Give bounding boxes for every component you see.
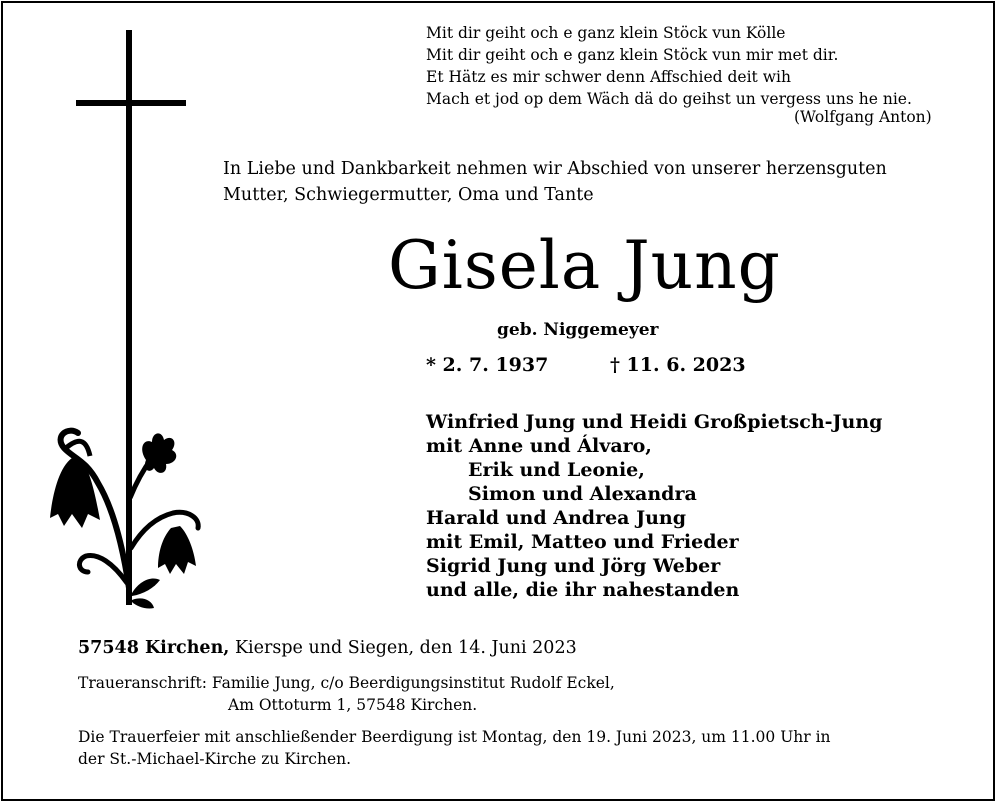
death-date: † 11. 6. 2023 bbox=[610, 354, 746, 376]
poem-line: Mit dir geiht och e ganz klein Stöck vun Kölle bbox=[426, 24, 786, 42]
poem-line: Mach et jod op dem Wäch dä do geihst un vergess uns he nie. bbox=[426, 90, 912, 108]
poem-line: Mit dir geiht och e ganz klein Stöck vun mir met dir. bbox=[426, 46, 839, 64]
birth-name: geb. Niggemeyer bbox=[497, 320, 659, 340]
intro-text bbox=[223, 156, 887, 208]
ceremony-info bbox=[78, 726, 831, 770]
mourning-address bbox=[78, 672, 615, 716]
place-date bbox=[78, 638, 577, 658]
family-line: Erik und Leonie, bbox=[468, 459, 645, 481]
family-line: mit Emil, Matteo und Frieder bbox=[426, 531, 739, 553]
family-line: mit Anne und Álvaro, bbox=[426, 435, 652, 457]
intro-line: In Liebe und Dankbarkeit nehmen wir Abschied von unserer herzensguten bbox=[223, 159, 887, 179]
family-list bbox=[426, 410, 882, 602]
birth-date: * 2. 7. 1937 bbox=[426, 354, 549, 376]
family-line: und alle, die ihr nahestanden bbox=[426, 579, 740, 601]
family-line: Winfried Jung und Heidi Großpietsch-Jung bbox=[426, 411, 883, 433]
ceremony-line: Die Trauerfeier mit anschließender Beerdigung ist Montag, den 19. Juni 2023, um 11.00 Uhr in bbox=[78, 728, 831, 746]
intro-line: Mutter, Schwiegermutter, Oma und Tante bbox=[223, 185, 594, 205]
poem-author: (Wolfgang Anton) bbox=[794, 108, 932, 126]
deceased-name: Gisela Jung bbox=[388, 227, 781, 304]
cross-with-bellflowers-icon bbox=[28, 28, 218, 618]
family-line: Harald und Andrea Jung bbox=[426, 507, 686, 529]
poem bbox=[426, 22, 912, 110]
poem-line: Et Hätz es mir schwer denn Affschied deit wih bbox=[426, 68, 791, 86]
family-line: Sigrid Jung und Jörg Weber bbox=[426, 555, 721, 577]
address-line: Am Ottoturm 1, 57548 Kirchen. bbox=[228, 696, 478, 714]
place-town: 57548 Kirchen, bbox=[78, 638, 230, 658]
family-line: Simon und Alexandra bbox=[468, 483, 697, 505]
ceremony-line: der St.-Michael-Kirche zu Kirchen. bbox=[78, 750, 352, 768]
place-rest: Kierspe und Siegen, den 14. Juni 2023 bbox=[234, 638, 577, 658]
address-line: Traueranschrift: Familie Jung, c/o Beerdigungsinstitut Rudolf Eckel, bbox=[78, 674, 615, 692]
